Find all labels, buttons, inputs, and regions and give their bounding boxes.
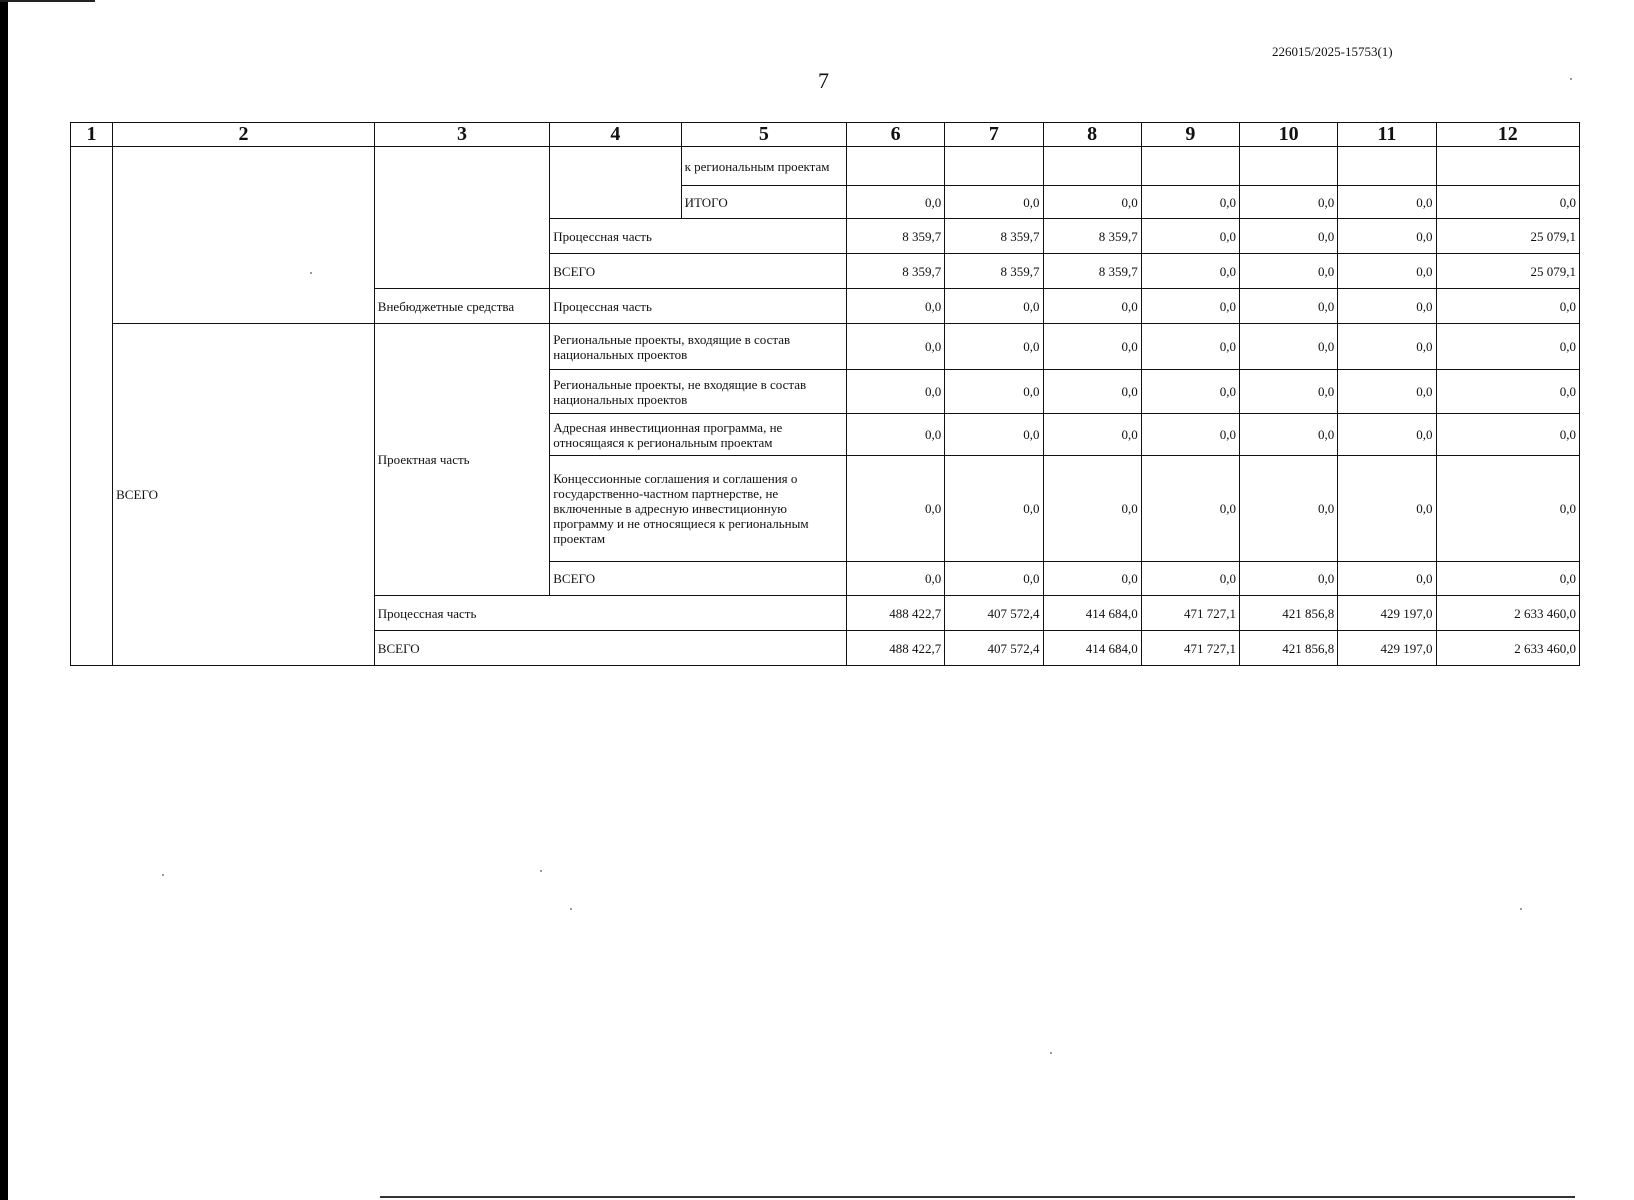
table-cell: 8 359,7	[847, 254, 945, 289]
table-cell: 0,0	[847, 562, 945, 596]
scan-speck	[540, 870, 542, 872]
scan-artifact-line	[0, 0, 95, 2]
table-header-row	[71, 123, 1580, 147]
row-label: ВСЕГО	[550, 562, 847, 596]
table-cell: 0,0	[945, 186, 1043, 219]
page-number: 7	[818, 68, 829, 93]
row-label: Региональные проекты, не входящие в состав национальных проектов	[550, 370, 847, 414]
table-cell: 0,0	[1141, 219, 1239, 254]
table-cell: 0,0	[1240, 186, 1338, 219]
table-cell: 421 856,8	[1240, 596, 1338, 631]
table-row	[71, 147, 1580, 186]
table-cell: 407 572,4	[945, 631, 1043, 666]
table-cell: 0,0	[847, 289, 945, 324]
table-cell: 0,0	[1043, 414, 1141, 456]
column-header: 9	[1141, 123, 1239, 147]
table-cell: 2 633 460,0	[1436, 596, 1579, 631]
scan-speck	[162, 874, 164, 876]
table-cell: 0,0	[945, 414, 1043, 456]
scan-edge-bar	[0, 0, 8, 1200]
table-cell: 488 422,7	[847, 631, 945, 666]
table-cell: 0,0	[1141, 254, 1239, 289]
table-cell: 0,0	[1141, 414, 1239, 456]
row-label: ВСЕГО	[374, 631, 846, 666]
table-cell: 0,0	[1240, 254, 1338, 289]
table-cell: 8 359,7	[945, 219, 1043, 254]
table-cell: 0,0	[1436, 186, 1579, 219]
column-header: 12	[1436, 123, 1579, 147]
table-cell: 0,0	[1240, 324, 1338, 370]
document-id: 226015/2025-15753(1)	[1272, 44, 1393, 59]
table-cell: 0,0	[1338, 254, 1436, 289]
table-cell: 0,0	[1240, 414, 1338, 456]
column-header: 3	[374, 123, 549, 147]
row-label: ВСЕГО	[113, 324, 375, 666]
row-label: Процессная часть	[550, 219, 847, 254]
table-cell-col3	[374, 147, 549, 289]
table-cell: 0,0	[1240, 219, 1338, 254]
row-label: ВСЕГО	[550, 254, 847, 289]
table-cell: 0,0	[945, 370, 1043, 414]
table-cell: 471 727,1	[1141, 596, 1239, 631]
table-cell: 488 422,7	[847, 596, 945, 631]
table-cell: 8 359,7	[847, 219, 945, 254]
table-cell: 414 684,0	[1043, 596, 1141, 631]
table-cell: 0,0	[1043, 289, 1141, 324]
scan-speck	[1570, 78, 1572, 80]
table-row	[71, 324, 1580, 370]
column-header: 2	[113, 123, 375, 147]
table-cell: 8 359,7	[1043, 254, 1141, 289]
table-cell: 429 197,0	[1338, 631, 1436, 666]
table-cell	[1436, 147, 1579, 186]
table-cell	[847, 147, 945, 186]
column-header: 1	[71, 123, 113, 147]
row-label: Адресная инвестиционная программа, не относящаяся к региональным проектам	[550, 414, 847, 456]
table-cell: 0,0	[1141, 562, 1239, 596]
column-header: 4	[550, 123, 681, 147]
scan-speck	[1050, 1052, 1052, 1054]
table-cell: 0,0	[945, 324, 1043, 370]
budget-table	[70, 122, 1580, 666]
table-cell: 0,0	[1436, 456, 1579, 562]
table-cell	[1043, 147, 1141, 186]
table-cell: 429 197,0	[1338, 596, 1436, 631]
column-header: 5	[681, 123, 846, 147]
table-cell: 0,0	[1436, 414, 1579, 456]
row-label: к региональным проектам	[681, 147, 846, 186]
table-cell: 0,0	[1043, 370, 1141, 414]
table-cell: 0,0	[1043, 562, 1141, 596]
table-cell: 0,0	[1338, 289, 1436, 324]
table-cell: 0,0	[1338, 414, 1436, 456]
table-cell: 0,0	[1436, 562, 1579, 596]
table-cell: 0,0	[1240, 562, 1338, 596]
table-cell: 8 359,7	[1043, 219, 1141, 254]
table-cell: 0,0	[1141, 289, 1239, 324]
table-cell: 0,0	[1240, 289, 1338, 324]
row-label: Проектная часть	[374, 324, 549, 596]
scan-artifact-line	[380, 1196, 1575, 1198]
table-cell-col1	[71, 147, 113, 666]
table-cell: 0,0	[1043, 324, 1141, 370]
table-cell: 0,0	[1338, 370, 1436, 414]
table-cell: 0,0	[945, 289, 1043, 324]
row-label: Процессная часть	[374, 596, 846, 631]
table-cell: 0,0	[847, 324, 945, 370]
scan-speck	[570, 908, 572, 910]
table-cell: 421 856,8	[1240, 631, 1338, 666]
row-label: Региональные проекты, входящие в состав национальных проектов	[550, 324, 847, 370]
row-label: Процессная часть	[550, 289, 847, 324]
table-cell: 8 359,7	[945, 254, 1043, 289]
table-cell: 0,0	[1141, 324, 1239, 370]
table-cell: 0,0	[1338, 186, 1436, 219]
table-cell-col2	[113, 147, 375, 324]
table-cell: 0,0	[1141, 370, 1239, 414]
table-cell: 0,0	[1338, 219, 1436, 254]
table-cell: 0,0	[1338, 456, 1436, 562]
table-cell	[1141, 147, 1239, 186]
table-cell: 471 727,1	[1141, 631, 1239, 666]
table-cell: 0,0	[1043, 186, 1141, 219]
table-cell: 0,0	[945, 456, 1043, 562]
table-cell: 0,0	[1043, 456, 1141, 562]
table-cell: 0,0	[1436, 370, 1579, 414]
table-cell: 0,0	[1141, 186, 1239, 219]
table-cell: 414 684,0	[1043, 631, 1141, 666]
table-cell: 0,0	[1338, 324, 1436, 370]
column-header: 6	[847, 123, 945, 147]
table-cell: 0,0	[1436, 289, 1579, 324]
table-cell: 2 633 460,0	[1436, 631, 1579, 666]
table-cell: 0,0	[847, 370, 945, 414]
table-cell: 0,0	[1338, 562, 1436, 596]
row-label: Внебюджетные средства	[374, 289, 549, 324]
table-cell: 0,0	[1240, 456, 1338, 562]
column-header: 11	[1338, 123, 1436, 147]
row-label: ИТОГО	[681, 186, 846, 219]
row-label: Концессионные соглашения и соглашения о государственно-частном партнерстве, не включенные в адресную инвестиционную программу и не относящиеся к региональным проектам	[550, 456, 847, 562]
table-cell: 0,0	[847, 186, 945, 219]
table-cell: 25 079,1	[1436, 219, 1579, 254]
table-cell: 0,0	[1141, 456, 1239, 562]
table-cell	[1240, 147, 1338, 186]
scan-speck	[1520, 908, 1522, 910]
table-cell	[1338, 147, 1436, 186]
table-cell: 25 079,1	[1436, 254, 1579, 289]
column-header: 8	[1043, 123, 1141, 147]
table-cell: 407 572,4	[945, 596, 1043, 631]
column-header: 7	[945, 123, 1043, 147]
table-cell-col4	[550, 147, 681, 219]
table-cell: 0,0	[945, 562, 1043, 596]
table-cell	[945, 147, 1043, 186]
scan-speck	[310, 272, 312, 274]
table-cell: 0,0	[1436, 324, 1579, 370]
table-cell: 0,0	[847, 414, 945, 456]
column-header: 10	[1240, 123, 1338, 147]
table-cell: 0,0	[1240, 370, 1338, 414]
table-cell: 0,0	[847, 456, 945, 562]
